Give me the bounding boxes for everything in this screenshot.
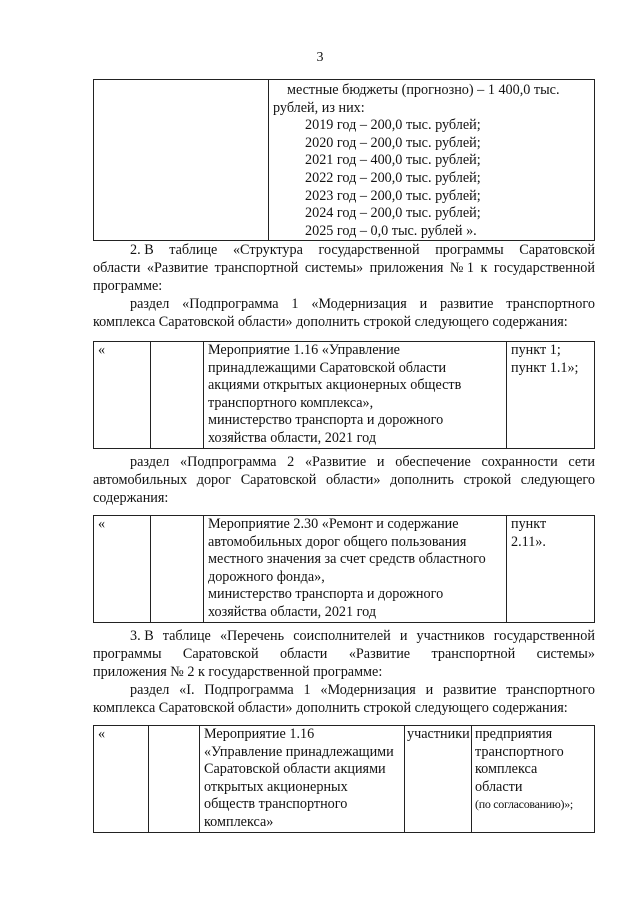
paragraph-3-line-3: содержания: [93,490,169,506]
funding-line: 2025 год – 0,0 тыс. рублей ». [305,222,477,239]
word: 2 [287,454,295,470]
word: сохранности [481,454,558,470]
paragraph-2-line-3: программе: [93,278,163,294]
reference-line: пункт 1.1»; [511,359,579,376]
word: развитие [440,296,494,312]
word: автомобильных [93,472,188,488]
measure-text-cell [204,516,507,623]
word: раздел [130,454,170,470]
reference-cell [507,516,595,623]
paragraph-4-line-5: комплекса Саратовской области» дополнить строкой следующего содержания: [93,700,568,716]
funding-line: местные бюджеты (прогнозно) – 1 400,0 тыс. [287,82,560,98]
organization-cell [472,726,595,833]
word: развитие [443,682,497,698]
word: области [279,646,328,662]
word: государственной [493,260,595,276]
organization-line: области [475,778,523,795]
paragraph-3-line-2 [93,472,595,490]
word: транспортного [506,296,595,312]
word: следующего [520,472,595,488]
empty-cell [149,726,200,833]
word: транспортной [214,260,299,276]
measure-line: автомобильных дорог общего пользования [208,533,467,550]
quote-cell: « [94,516,151,623]
word: и [376,454,385,470]
measure-line: комплекса» [204,813,274,830]
paragraph-3-line-1 [130,454,595,472]
measure-line: принадлежащими Саратовской области [208,359,447,376]
funding-empty-cell [94,80,269,241]
paragraph-2-line-2 [93,260,595,278]
paragraph-4-line-1 [130,628,595,646]
measure-line: транспортного комплекса», [208,394,374,411]
word: дополнить [390,472,454,488]
word: 2. В [130,242,154,258]
funding-line: 2022 год – 200,0 тыс. рублей; [305,169,481,186]
funding-line: 2021 год – 400,0 тыс. рублей; [305,152,481,169]
word: системы» [304,260,364,276]
organization-line: транспортного [475,743,564,760]
organization-note: (по согласованию)»; [475,797,573,812]
measure-line: «Управление принадлежащими [204,743,394,760]
measure-line: местного значения за счет средств областного [208,551,486,568]
word: и [399,628,408,644]
word: «Модернизация [311,296,407,312]
word: государственной [318,242,420,258]
word: дорог [196,472,232,488]
word: программы [435,242,504,258]
word: Саратовской [519,242,595,258]
participants-table [93,725,595,833]
measure-line: открытых акционерных [204,778,348,795]
word: «Перечень [219,628,285,644]
word: таблице [169,242,218,258]
word: к [480,260,488,276]
quote-cell: « [94,726,149,833]
role-cell [405,726,472,833]
word: «Развитие [304,454,367,470]
word: «Развитие [348,646,411,662]
reference-cell [507,342,595,449]
reference-line: пункт [511,516,547,532]
word: транспортной [431,646,516,662]
measure-1-16-table [93,341,595,449]
word: «Подпрограмма [182,296,279,312]
paragraph-2-line-4 [130,296,595,314]
word: таблице [162,628,211,644]
word: 1 [303,682,311,698]
word: программы [93,646,162,662]
organization-line: предприятия [475,726,553,742]
word: системы» [536,646,595,662]
funding-line: рублей, из них: [273,99,365,116]
word: «Подпрограмма [180,454,277,470]
empty-cell [151,342,204,449]
empty-cell [151,516,204,623]
word: области [93,260,141,276]
measure-line: хозяйства области, 2021 год [208,603,377,620]
word: «Развитие [146,260,209,276]
measure-line: Саратовской области акциями [204,761,386,778]
measure-line: обществ транспортного [204,796,348,813]
measure-text-cell [204,342,507,449]
measure-line: акциями открытых акционерных обществ [208,377,462,394]
funding-line: 2019 год – 200,0 тыс. рублей; [305,117,481,134]
funding-table [93,79,595,241]
word: «Модернизация [320,682,416,698]
word: государственной [493,628,595,644]
word: области» [325,472,381,488]
word: сети [568,454,595,470]
word: 1 [291,296,299,312]
word: соисполнителей [293,628,391,644]
word: участников [416,628,485,644]
quote-cell: « [94,342,151,449]
paragraph-4-line-3: приложения № 2 к государственной программе: [93,664,383,680]
word: раздел [130,682,170,698]
word: и [425,682,434,698]
funding-line: 2024 год – 200,0 тыс. рублей; [305,205,481,222]
measure-line: хозяйства области, 2021 год [208,429,377,446]
measure-line: Мероприятие 2.30 «Ремонт и содержание [208,516,459,532]
word: строкой [463,472,512,488]
word: Саратовской [240,472,317,488]
word: обеспечение [395,454,471,470]
measure-line: министерство транспорта и дорожного [208,586,444,603]
reference-line: пункт 1; [511,342,561,358]
word: «Структура [232,242,303,258]
organization-line: комплекса [475,761,538,778]
measure-line: министерство транспорта и дорожного [208,412,444,429]
funding-line: 2020 год – 200,0 тыс. рублей; [305,134,481,151]
reference-line: 2.11». [511,533,546,550]
measure-2-30-table [93,515,595,623]
funding-line: 2023 год – 200,0 тыс. рублей; [305,187,481,204]
measure-line: Мероприятие 1.16 «Управление [208,342,400,358]
funding-text-cell [269,80,595,241]
measure-line: Мероприятие 1.16 [204,726,315,742]
paragraph-2-line-5: комплекса Саратовской области» дополнить строкой следующего содержания: [93,314,568,330]
word: транспортного [506,682,595,698]
word: раздел [130,296,170,312]
role-text: участники [407,726,470,742]
paragraph-4-line-2 [93,646,595,664]
word: «I. [179,682,195,698]
page-number: 3 [316,50,324,65]
word: № 1 [449,260,475,276]
word: Саратовской [182,646,259,662]
word: 3. В [130,628,154,644]
measure-line: дорожного фонда», [208,568,325,585]
word: Подпрограмма [204,682,294,698]
measure-text-cell [200,726,405,833]
word: приложения [369,260,444,276]
paragraph-4-line-4 [130,682,595,700]
paragraph-2-line-1 [130,242,595,260]
word: и [419,296,428,312]
